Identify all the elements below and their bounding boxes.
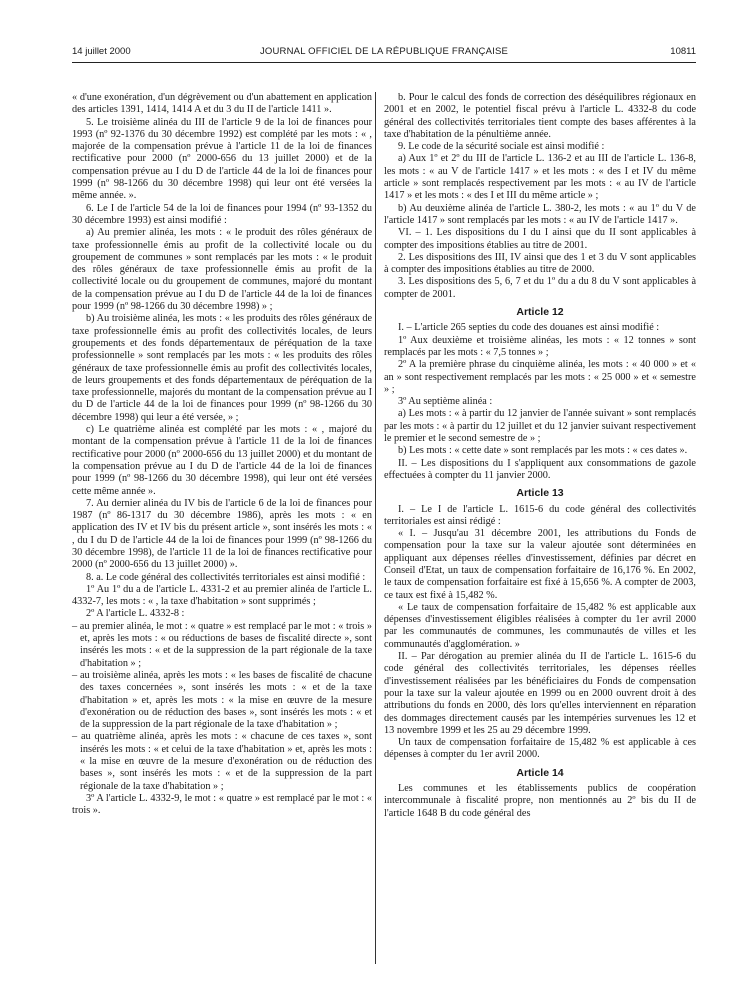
- paragraph: 2º A l'article L. 4332-8 :: [86, 608, 185, 620]
- paragraph: 2º A la première phrase du cinquième alinéa, les mots : « 40 000 » et « an » sont respectivement remplacés par les mots : « 25 000 » et « semestre » ;: [384, 359, 696, 395]
- paragraph: a) Au premier alinéa, les mots : « le produit des rôles généraux de taxe professionnelle émis au profit de la collectivité locale ou du groupement de communes » sont remplacés par les mots : « le produit des rôles généraux de taxe professionnelle émis au profit de la collectivité locale ou du groupement de communes, majoré du montant de la compensation prévue au I du D de l'article 44 de la loi de finances pour 1999 (nº 98-1266 du 30 décembre 1998) » ;: [72, 227, 372, 313]
- paragraph: Un taux de compensation forfaitaire de 15,482 % est applicable à ces dépenses à compter du 1er avril 2000.: [384, 737, 696, 761]
- paragraph: VI. – 1. Les dispositions du I du I ainsi que du II sont applicables à compter des impositions établies au titre de 2001.: [384, 227, 696, 251]
- list-item: – au quatrième alinéa, après les mots : « chacune de ces taxes », sont insérés les mots : « et celui de la taxe d'habitation » et, après les mots : « la mise en œuvre de la mesure d'exonération ou de réduction des bases », sont insérés les mots : « et de la suppression de la part régionale de la taxe d'habitation » ;: [72, 731, 372, 792]
- left-column: [72, 92, 372, 818]
- paragraph: b) Au troisième alinéa, les mots : « les produits des rôles généraux de taxe professionnelle émis au profit des collectivités locales, de leurs groupements et des fonds départementaux de péréquation de la taxe professionnelle » sont remplacés par les mots : « les produits des rôles généraux de taxe professionnelle émis au profit des collectivités locales, de leurs groupements et des fonds départementaux de péréquation de la taxe professionnelle, majorés du montant de la compensation prévue au I du D de l'article 44 de la loi de finances pour 1999 (nº 98-1266 du 30 décembre 1998) qui leur a été versée, » ;: [72, 313, 372, 423]
- header-rule: [72, 62, 696, 63]
- header-date: 14 juillet 2000: [72, 46, 131, 57]
- paragraph: c) Le quatrième alinéa est complété par les mots : « , majoré du montant de la compensation prévue à l'article 11 de la loi de finances rectificative pour 2000 (nº 2000-656 du 13 juillet 2000) et du montant de la compensation prévue au I du D de l'article 44 de la loi de finances pour 1999 (nº 98-1266 du 30 décembre 1998), qui leur ont été versées cette même année ».: [72, 424, 372, 497]
- paragraph: 1º Au 1º du a de l'article L. 4331-2 et au premier alinéa de l'article L. 4332-7, les mots : « , la taxe d'habitation » sont supprimés ;: [72, 583, 372, 608]
- journal-title: JOURNAL OFFICIEL DE LA RÉPUBLIQUE FRANÇAISE: [259, 46, 509, 57]
- page-number: 10811: [670, 46, 696, 57]
- paragraph: « I. – Jusqu'au 31 décembre 2001, les attributions du Fonds de compensation pour la taxe sur la valeur ajoutée sont déterminées en appliquant aux dépenses réelles d'investissement, définies par décret en Conseil d'Etat, un taux de compensation forfaitaire de 16,176 %. En 2002, le taux de compensation forfaitaire est fixé à 15,656 %. A compter de 2003, ce taux est fixé à 15,482 %.: [384, 528, 696, 601]
- paragraph: 9. Le code de la sécurité sociale est ainsi modifié :: [398, 141, 605, 153]
- paragraph: « Le taux de compensation forfaitaire de 15,482 % est applicable aux dépenses d'investissement éligibles réalisées à compter du 1er avril 2000 par les communautés de communes, les communautés de villes et les communautés d'agglomération. »: [384, 601, 696, 650]
- column-divider: [375, 92, 376, 964]
- paragraph: 8. a. Le code général des collectivités territoriales est ainsi modifié :: [86, 571, 366, 583]
- paragraph: 3º Au septième alinéa :: [398, 396, 493, 408]
- paragraph: 3º A l'article L. 4332-9, le mot : « quatre » est remplacé par le mot : « trois ».: [72, 792, 372, 817]
- article-12-heading: Article 12: [516, 306, 564, 319]
- article-14-heading: Article 14: [516, 766, 564, 779]
- list-item: – au troisième alinéa, après les mots : « les bases de fiscalité de chacune des taxes concernées », sont insérés les mots : « et de la taxe d'habitation » et, après les mots : « la mise en œuvre de la mesure d'exonération ou de réduction des bases », sont insérés les mots : « et de la suppression de la part régionale de la taxe d'habitation » ;: [72, 669, 372, 731]
- paragraph: b. Pour le calcul des fonds de correction des déséquilibres régionaux en 2001 et en 2002, le potentiel fiscal prévu à l'article L. 4332-8 du code général des collectivités territoriales tient compte des bases afférentes à la taxe d'habitation de la pénultième année.: [384, 92, 696, 140]
- paragraph: 3. Les dispositions des 5, 6, 7 et du 1º du a du 8 du V sont applicables à compter de 2001.: [384, 276, 696, 300]
- paragraph: Les communes et les établissements publics de coopération intercommunale à fiscalité propre, non mentionnés au 2º bis du II de l'article 1648 B du code général des: [384, 783, 696, 819]
- article-13-heading: Article 13: [516, 487, 564, 500]
- paragraph: a) Aux 1º et 2º du III de l'article L. 136-2 et au III de l'article L. 136-8, les mots : « au V de l'article 1417 » et les mots : « des I et IV du même article » sont remplacés respectivement par les mots : « au IV de l'article 1417 » et les mots : « des I et III du même article » ;: [384, 153, 696, 202]
- paragraph: « d'une exonération, d'un dégrèvement ou d'un abattement en application des articles 1391, 1414, 1414 A et du 3 du II de l'article 1411 ».: [72, 92, 372, 116]
- paragraph: b) Les mots : « cette date » sont remplacés par les mots : « ces dates ».: [398, 445, 688, 457]
- paragraph: I. – Le I de l'article L. 1615-6 du code général des collectivités territoriales est ainsi rédigé :: [384, 503, 696, 527]
- paragraph: a) Les mots : « à partir du 12 janvier de l'année suivant » sont remplacés par les mots : « à partir du 12 juillet et du 12 janvier suivant respectivement le premier et le second semestre de » ;: [384, 408, 696, 445]
- paragraph: 1º Aux deuxième et troisième alinéas, les mots : « 12 tonnes » sont remplacés par les mots : « 7,5 tonnes » ;: [384, 334, 696, 358]
- paragraph: 6. Le I de l'article 54 de la loi de finances pour 1994 (nº 93-1352 du 30 décembre 1993) est ainsi modifié :: [72, 202, 372, 226]
- paragraph: I. – L'article 265 septies du code des douanes est ainsi modifié :: [398, 322, 660, 334]
- paragraph: 5. Le troisième alinéa du III de l'article 9 de la loi de finances pour 1993 (nº 92-1376 du 30 décembre 1992) est complété par les mots : « , majorée de la compensation prévue à l'article 11 de la loi de finances rectificative pour 2000 (nº 2000-656 du 13 juillet 2000) et de la compensation prévue au I du D de l'article 44 de la loi de finances pour 1999 (nº 98-1266 du 30 décembre 1998) qui leur ont été versées la même année. ».: [72, 116, 372, 202]
- paragraph: b) Au deuxième alinéa de l'article L. 380-2, les mots : « au 1º du V de l'article 1417 » sont remplacés par les mots : « au IV de l'article 1417 ».: [384, 202, 696, 226]
- list-item: – au premier alinéa, le mot : « quatre » est remplacé par le mot : « trois » et, après les mots : « ou réductions de bases de fiscalité directe », sont insérés les mots : « et de la suppression de la part régionale de la taxe d'habitation » ;: [72, 620, 372, 669]
- paragraph: II. – Par dérogation au premier alinéa du II de l'article L. 1615-6 du code général des collectivités territoriales, les dépenses réelles d'investissement réalisées par les bénéficiaires du Fonds de compensation pour la taxe sur la valeur ajoutée en 1999 ou en 2000 ouvrent droit à des attributions du fonds en 2000, dès lors qu'elles interviennent en réparation des dommages directement causés par les intempéries survenues les 12 et 13 novembre 1999 et les 25 au 29 décembre 1999.: [384, 651, 696, 736]
- paragraph: 2. Les dispositions des III, IV ainsi que des 1 et 3 du V sont applicables à compter des impositions établies au titre de 2000.: [384, 251, 696, 276]
- right-column: [384, 92, 696, 820]
- paragraph: 7. Au dernier alinéa du IV bis de l'article 6 de la loi de finances pour 1987 (nº 86-1317 du 30 décembre 1986), après les mots : « en application des IV et IV bis du présent article », sont insérés les mots : « , du I du D de l'article 44 de la loi de finances pour 1999 (nº 98-1266 du 30 décembre 1998), de l'article 11 de la loi de finances rectificative pour 2000 (nº 2000-656 du 13 juillet 2000) ».: [72, 497, 372, 571]
- paragraph: II. – Les dispositions du I s'appliquent aux consommations de gazole effectuées à compter du 11 janvier 2000.: [384, 457, 696, 481]
- page-header: [72, 46, 696, 60]
